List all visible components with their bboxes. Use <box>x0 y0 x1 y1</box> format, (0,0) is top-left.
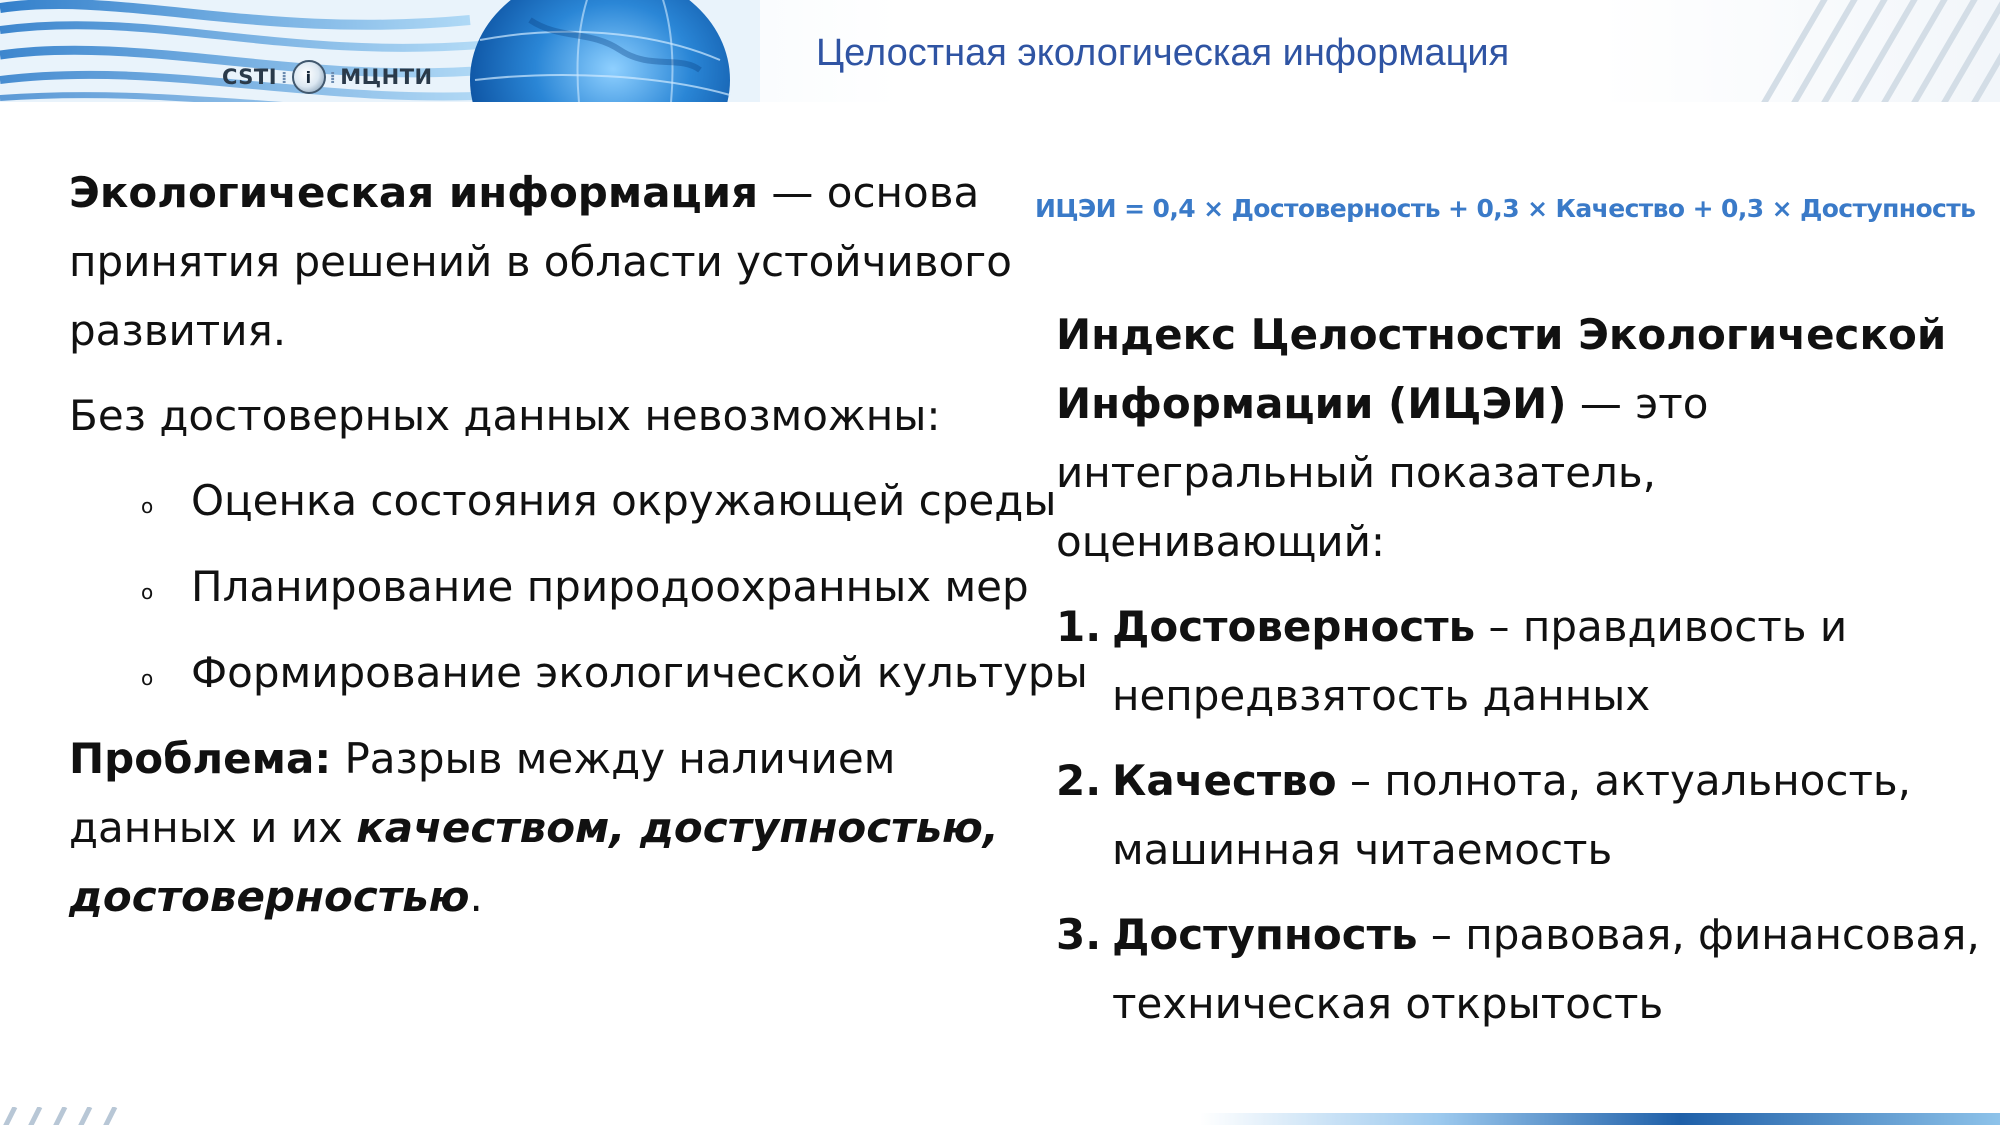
list-item <box>69 638 1091 707</box>
list-item <box>69 466 1091 535</box>
logo-dots: ⁞ <box>281 67 288 87</box>
intro-term: Экологическая информация <box>69 168 759 217</box>
problem-end: . <box>469 872 483 921</box>
item-number: 1. <box>1056 602 1102 651</box>
info-badge-icon <box>292 60 326 94</box>
logo-dots: ⁞ <box>329 67 337 87</box>
circle-bullet-icon: o <box>141 494 154 518</box>
item-description: – правдивость и непредвзятость данных <box>1112 602 1848 720</box>
definition-term: Индекс Целостности Экологической Информации (ИЦЭИ) <box>1056 310 1947 428</box>
bullet-list <box>69 466 1088 707</box>
page-title: Целостная экологическая информация <box>816 32 1510 74</box>
footer-stripes-decoration <box>0 1107 140 1125</box>
bullet-text: Формирование экологической культуры <box>191 648 1088 697</box>
header-banner <box>0 0 2000 102</box>
problem-paragraph <box>69 724 1029 931</box>
logo-left-text: CSTI <box>222 65 278 89</box>
intro-text: — основа принятия решений в области устойчивого развития. <box>69 168 1012 355</box>
numbered-list <box>1056 592 1986 1038</box>
formula: ИЦЭИ = 0,4 × Достоверность + 0,3 × Качество + 0,3 × Доступность <box>1035 194 1976 223</box>
item-description: – правовая, финансовая, техническая открытость <box>1112 910 1980 1028</box>
list-item <box>1056 746 1986 884</box>
problem-label: Проблема: <box>69 734 332 783</box>
list-item <box>1056 592 1986 730</box>
problem-text: Разрыв между наличием данных и их <box>69 734 896 852</box>
definition-paragraph <box>1056 300 1986 576</box>
list-item <box>1056 900 1986 1038</box>
item-description: – полнота, актуальность, машинная читаемость <box>1112 756 1912 874</box>
left-column <box>69 158 1088 931</box>
bullet-text: Планирование природоохранных мер <box>191 562 1029 611</box>
definition-text: — это интегральный показатель, оценивающий: <box>1056 379 1709 566</box>
lead-paragraph: Без достоверных данных невозможны: <box>69 391 941 440</box>
item-number: 3. <box>1056 910 1102 959</box>
footer-swoosh-decoration <box>1200 1109 2000 1125</box>
logo-right-text: МЦНТИ <box>340 65 433 89</box>
logo <box>222 57 433 97</box>
item-term: Достоверность <box>1112 602 1476 651</box>
item-term: Доступность <box>1112 910 1418 959</box>
bullet-text: Оценка состояния окружающей среды <box>191 476 1057 525</box>
stripes-decoration <box>1720 0 2000 102</box>
circle-bullet-icon: o <box>141 580 154 604</box>
intro-paragraph <box>69 158 1029 365</box>
logo-badge-text: i <box>305 67 312 87</box>
item-number: 2. <box>1056 756 1102 805</box>
circle-bullet-icon: o <box>141 666 154 690</box>
list-item <box>69 552 1091 621</box>
right-column <box>1056 300 1986 1054</box>
problem-emphasis: качеством, доступностью, достоверностью <box>69 803 999 921</box>
item-term: Качество <box>1112 756 1337 805</box>
